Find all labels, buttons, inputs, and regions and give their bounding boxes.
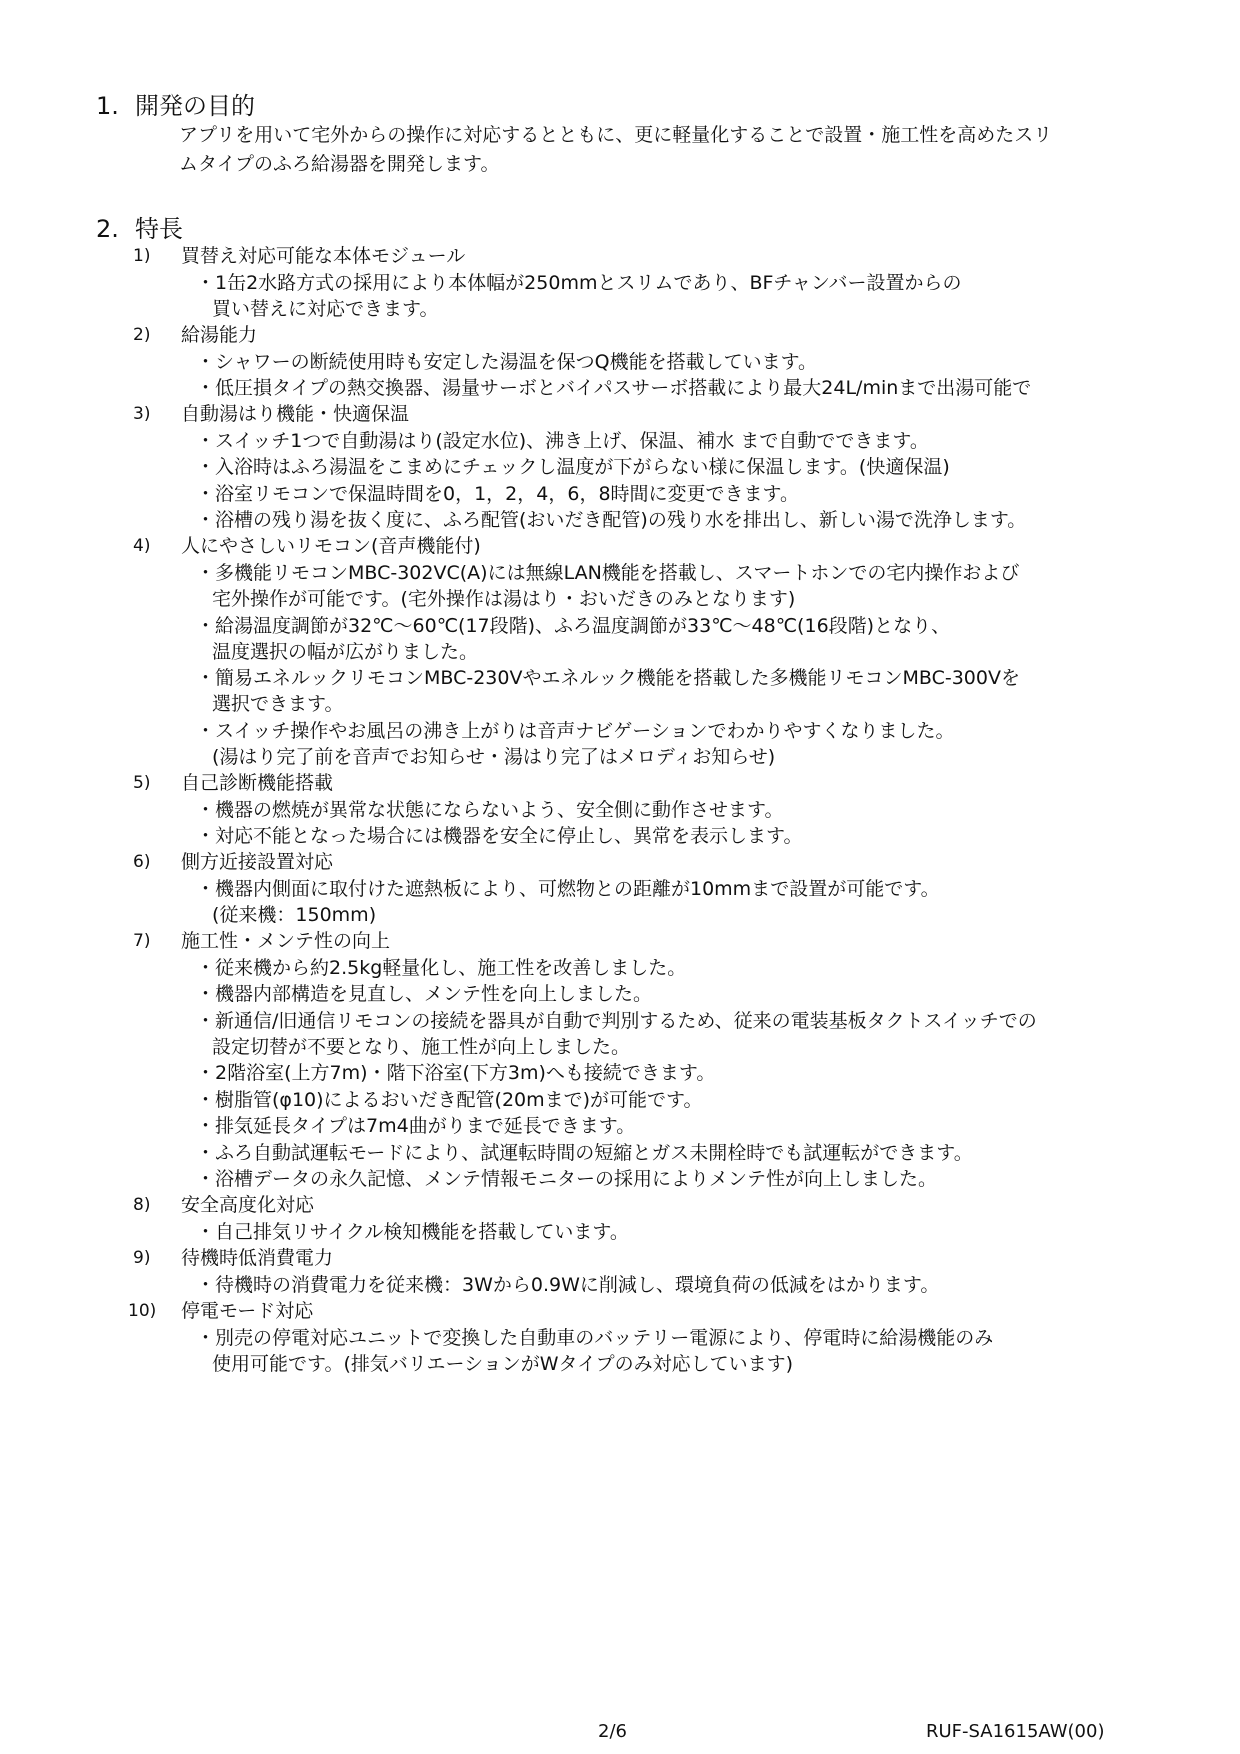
feature-number: 5): [133, 773, 151, 793]
page-number: 2/6: [598, 1721, 627, 1742]
feature-line: ・待機時の消費電力を従来機：3Wから0.9Wに削減し、環境負荷の低減をはかります。: [196, 1274, 940, 1296]
feature-number: 6): [133, 852, 151, 872]
feature-line: ・給湯温度調節が32℃～60℃(17段階)、ふろ温度調節が33℃～48℃(16段階)となり、: [196, 615, 951, 637]
feature-line: 選択できます。: [212, 693, 344, 715]
feature-line: ・低圧損タイプの熱交換器、湯量サーボとバイパスサーボ搭載により最大24L/minまで出湯可能で: [196, 377, 1032, 399]
feature-line: ・入浴時はふろ湯温をこまめにチェックし温度が下がらない様に保温します。(快適保温): [196, 456, 950, 478]
feature-number: 7): [133, 931, 151, 951]
feature-number: 8): [133, 1195, 151, 1215]
feature-line: ・樹脂管(φ10)によるおいだき配管(20mまで)が可能です。: [196, 1089, 703, 1111]
feature-heading: 施工性・メンテ性の向上: [181, 930, 391, 952]
feature-line: ・自己排気リサイクル検知機能を搭載しています。: [196, 1221, 629, 1243]
feature-line: ・機器内部構造を見直し、メンテ性を向上しました。: [196, 983, 653, 1005]
document-code: RUF-SA1615AW(00): [926, 1721, 1105, 1742]
section-2-title: 特長: [135, 215, 183, 243]
feature-heading: 人にやさしいリモコン(音声機能付): [181, 535, 481, 557]
feature-line: 宅外操作が可能です。(宅外操作は湯はり・おいだきのみとなります): [212, 588, 796, 610]
feature-number: 10): [128, 1301, 157, 1321]
feature-line: ・浴室リモコンで保温時間を0，1，2，4，6，8時間に変更できます。: [196, 483, 800, 505]
purpose-text-line-1: アプリを用いて宅外からの操作に対応するとともに、更に軽量化することで設置・施工性を高めたスリ: [179, 124, 1053, 146]
feature-line: ・シャワーの断続使用時も安定した湯温を保つQ機能を搭載しています。: [196, 351, 818, 373]
feature-line: 買い替えに対応できます。: [212, 298, 439, 320]
feature-heading: 側方近接設置対応: [181, 851, 334, 873]
feature-line: ・スイッチ1つで自動湯はり(設定水位)、沸き上げ、保温、補水 まで自動でできます。: [196, 430, 929, 452]
feature-line: 温度選択の幅が広がりました。: [212, 641, 479, 663]
feature-line: ・スイッチ操作やお風呂の沸き上がりは音声ナビゲーションでわかりやすくなりました。: [196, 720, 955, 742]
feature-number: 4): [133, 536, 151, 556]
feature-heading: 停電モード対応: [181, 1300, 314, 1322]
feature-line: ・2階浴室(上方7m)・階下浴室(下方3m)へも接続できます。: [196, 1062, 716, 1084]
feature-line: (湯はり完了前を音声でお知らせ・湯はり完了はメロディお知らせ): [212, 746, 776, 768]
feature-heading: 給湯能力: [181, 324, 258, 346]
feature-number: 9): [133, 1248, 151, 1268]
feature-line: ・ふろ自動試運転モードにより、試運転時間の短縮とガス未開栓時でも試運転ができます。: [196, 1142, 973, 1164]
feature-line: ・対応不能となった場合には機器を安全に停止し、異常を表示します。: [196, 825, 803, 847]
feature-line: ・多機能リモコンMBC-302VC(A)には無線LAN機能を搭載し、スマートホンでの宅内操作および: [196, 562, 1020, 584]
feature-line: 設定切替が不要となり、施工性が向上しました。: [212, 1036, 631, 1058]
feature-line: ・浴槽データの永久記憶、メンテ情報モニターの採用によりメンテ性が向上しました。: [196, 1168, 938, 1190]
feature-heading: 買替え対応可能な本体モジュール: [181, 245, 466, 267]
feature-line: ・機器の燃焼が異常な状態にならないよう、安全側に動作させます。: [196, 799, 784, 821]
feature-line: ・1缶2水路方式の採用により本体幅が250mmとスリムであり、BFチャンバー設置からの: [196, 272, 962, 294]
purpose-text-line-2: ムタイプのふろ給湯器を開発します。: [179, 153, 500, 175]
feature-line: ・浴槽の残り湯を抜く度に、ふろ配管(おいだき配管)の残り水を排出し、新しい湯で洗浄します。: [196, 509, 1027, 531]
feature-heading: 自動湯はり機能・快適保温: [181, 403, 410, 425]
feature-line: 使用可能です。(排気バリエーションがWタイプのみ対応しています): [212, 1353, 794, 1375]
feature-line: ・別売の停電対応ユニットで変換した自動車のバッテリー電源により、停電時に給湯機能のみ: [196, 1327, 994, 1349]
feature-number: 3): [133, 404, 151, 424]
section-2-number: 2.: [96, 215, 119, 243]
feature-line: (従来機：150mm): [212, 904, 377, 926]
feature-line: ・排気延長タイプは7m4曲がりまで延長できます。: [196, 1115, 636, 1137]
section-1-title: 開発の目的: [135, 92, 255, 120]
feature-line: ・従来機から約2.5kg軽量化し、施工性を改善しました。: [196, 957, 687, 979]
feature-number: 1): [133, 246, 151, 266]
feature-heading: 自己診断機能搭載: [181, 772, 334, 794]
feature-heading: 待機時低消費電力: [181, 1247, 334, 1269]
feature-number: 2): [133, 325, 151, 345]
feature-line: ・簡易エネルックリモコンMBC-230Vやエネルック機能を搭載した多機能リモコンMBC-300Vを: [196, 667, 1020, 689]
section-1-number: 1.: [96, 92, 119, 120]
feature-line: ・機器内側面に取付けた遮熱板により、可燃物との距離が10mmまで設置が可能です。: [196, 878, 940, 900]
feature-line: ・新通信/旧通信リモコンの接続を器具が自動で判別するため、従来の電装基板タクトスイッチでの: [196, 1010, 1037, 1032]
feature-heading: 安全高度化対応: [181, 1194, 315, 1216]
